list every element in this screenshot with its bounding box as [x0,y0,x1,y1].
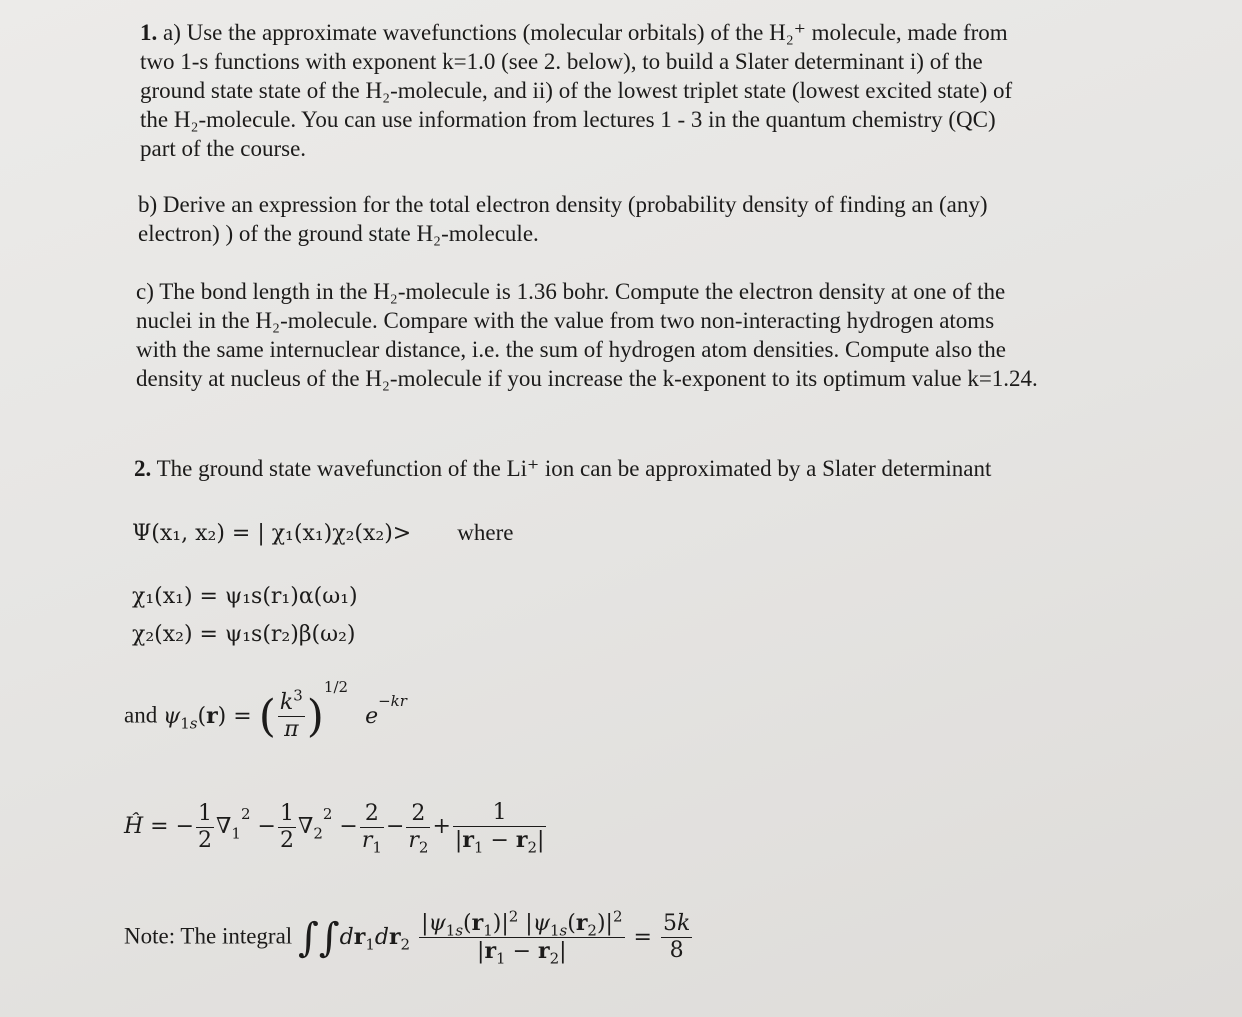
q1-a-line-5: part of the course. [140,136,307,161]
psi1s-formula: $\psi_{1s}(r)$ = ( $\frac{k^3}{\pi}$ )$^{1/2}$ $e^{-kr}$ [162,678,407,742]
chi2-equation: χ₂(x₂) = ψ₁s(r₂)β(ω₂) [132,622,356,647]
q1-number: 1. [140,20,158,45]
q1-a-line-1: 1. a) Use the approximate wavefunctions (molecular orbitals) of the H₂⁺ molecule, made from [140,20,1008,45]
q1-b-line-1: b) Derive an expression for the total electron density (probability density of finding an (any) [138,192,988,217]
psi1s-definition [124,678,407,743]
psi-equation [132,518,513,548]
q1-a-paragraph [140,18,1012,163]
q1-a-line-4: the H₂-molecule. You can use information from lectures 1 - 3 in the quantum chemistry (QC) [140,107,996,132]
q2-intro-text: The ground state wavefunction of the Li⁺ ion can be approximated by a Slater determinant [156,456,992,481]
chi1-equation: χ₁(x₁) = ψ₁s(r₁)α(ω₁) [132,584,358,609]
psi-equation-text: Ψ(x₁, x₂) = | χ₁(x₁)χ₂(x₂)> [132,521,412,546]
q1-a-line-3: ground state state of the H₂-molecule, and ii) of the lowest triplet state (lowest excited state) of [140,78,1013,103]
q1-c-line-2: nuclei in the H₂-molecule. Compare with the value from two non-interacting hydrogen atoms [136,308,995,333]
note-integral [124,907,694,968]
and-label: and [124,702,158,728]
q2-number: 2. [134,456,152,481]
q1-a-line-2: two 1-s functions with exponent k=1.0 (see 2. below), to build a Slater determinant i) of the [140,49,983,74]
note-label: Note: The integral [124,923,293,949]
q1-c-line-4: density at nucleus of the H₂-molecule if you increase the k-exponent to its optimum value k=1.24. [136,366,1038,391]
q1-b-line-2: electron) ) of the ground state H₂-molecule. [138,221,539,246]
q1-c-line-1: c) The bond length in the H₂-molecule is 1.36 bohr. Compute the electron density at one of the [136,279,1006,304]
q1-c-paragraph [136,277,1038,393]
hamiltonian: Ĥ = − $\frac{1}{2}$ $\nabla_1^2$ − $\frac{1}{2}$ $\nabla_2^2$ − $\frac{2}{r_1}$ − $\frac{2}{r_2}$ + $\frac{1}{|r_1 - r_2|}$ [124,800,545,857]
where-label: where [457,520,514,545]
q1-b-paragraph [138,190,987,248]
q2-intro [134,454,991,483]
q1-c-line-3: with the same internuclear distance, i.e. the sum of hydrogen atom densities. Compute also the [136,337,1006,362]
integral-formula: $\int\int dr_1dr_2$ $\frac{|\psi_{1s}(r_1)|^2 |\psi_{1s}(r_2)|^2}{|r_1 - r_2|}$ = $\frac{5k}{8}$ [297,907,691,968]
